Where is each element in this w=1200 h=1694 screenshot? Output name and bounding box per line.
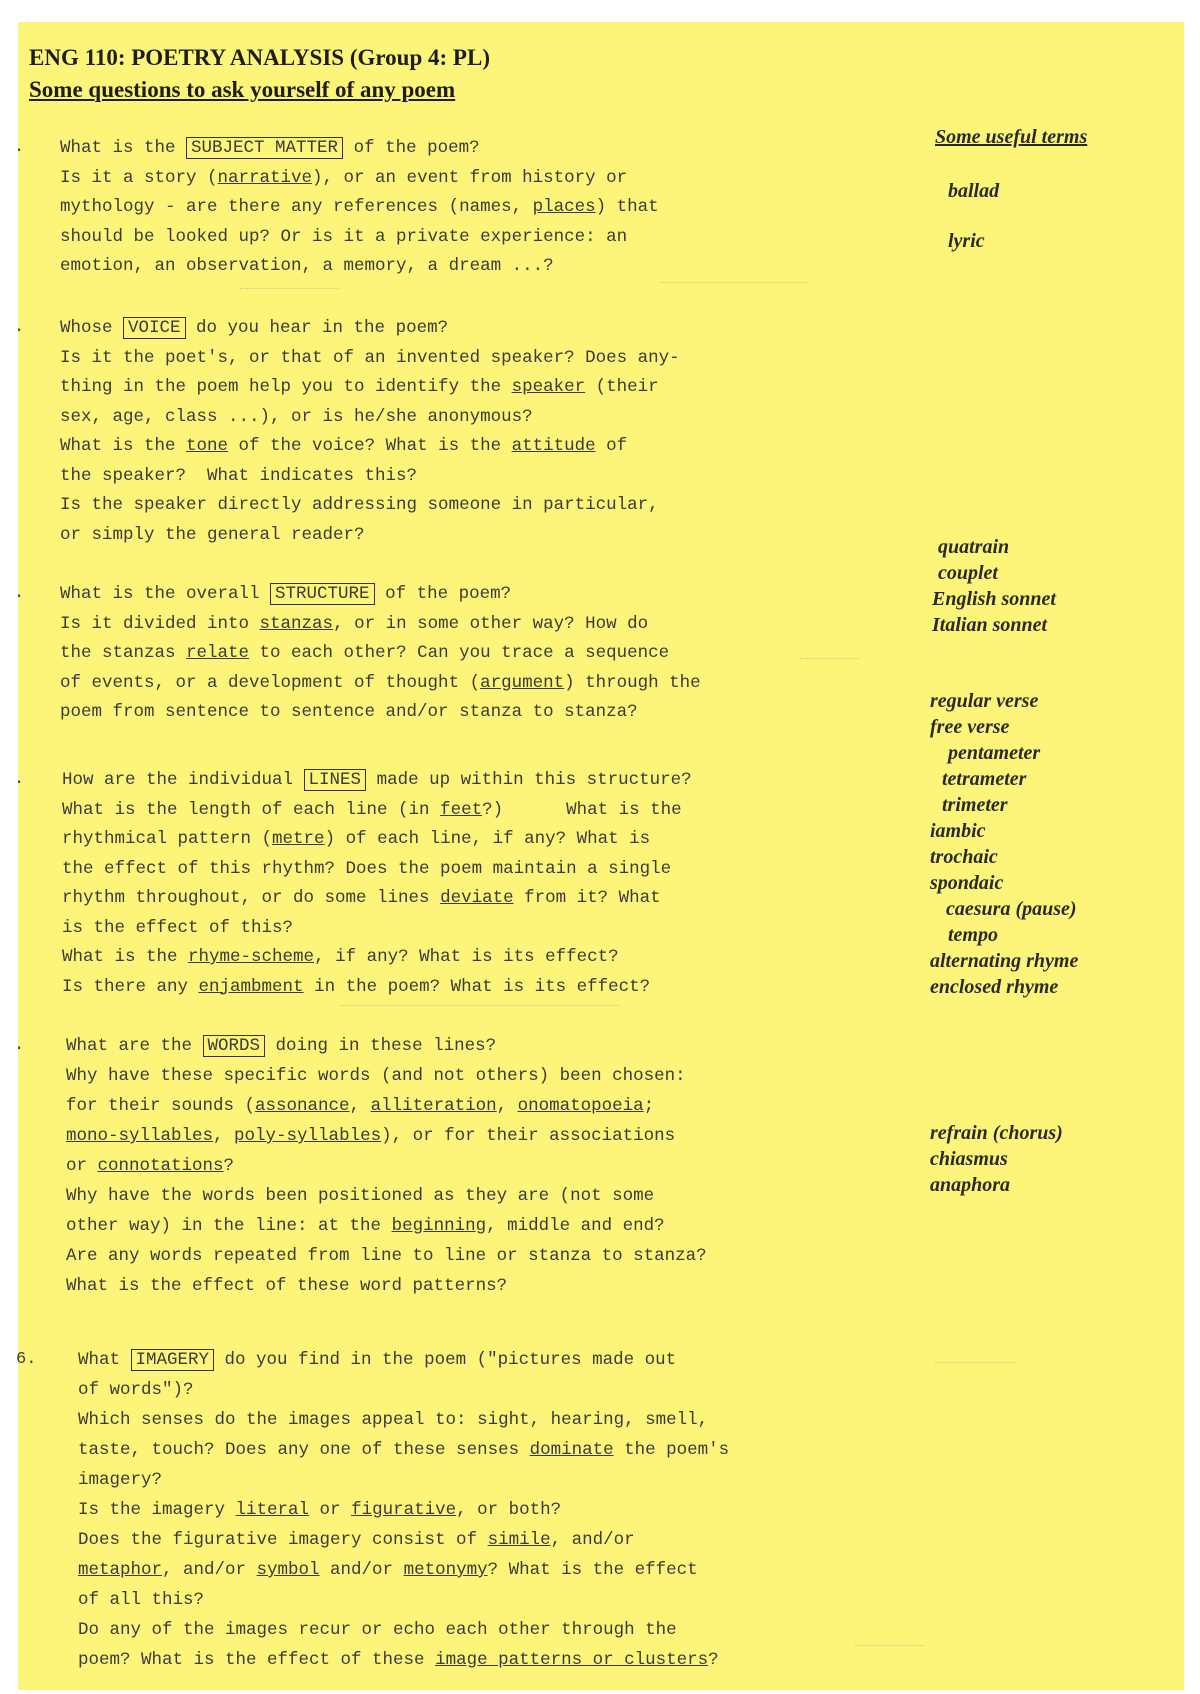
line-text: the stanzas xyxy=(60,643,187,663)
line-text: from it? What xyxy=(513,888,661,908)
question-bullet: . xyxy=(14,770,25,789)
document-title: ENG 110: POETRY ANALYSIS (Group 4: PL) xyxy=(29,45,490,70)
line-text: Is it a story ( xyxy=(60,167,218,188)
line-text: do you hear in the poem? xyxy=(185,318,449,338)
underlined-term: enjambment xyxy=(198,976,304,997)
line-text: or simply the general reader? xyxy=(60,524,365,545)
useful-term: enclosed rhyme xyxy=(930,976,1059,998)
line-text: Do any of the images recur or echo each other through the xyxy=(78,1620,677,1640)
line-text: , xyxy=(349,1096,371,1116)
line-text: , middle and end? xyxy=(486,1216,665,1236)
underlined-term: symbol xyxy=(256,1560,320,1580)
line-text: , and/or xyxy=(550,1530,635,1550)
underlined-term: metre xyxy=(272,829,325,849)
line-text: for their sounds ( xyxy=(66,1096,256,1116)
question-line xyxy=(60,138,480,158)
useful-term: alternating rhyme xyxy=(930,950,1079,972)
underlined-term: image patterns or clusters xyxy=(435,1650,709,1670)
question-line xyxy=(78,1410,708,1430)
question-line xyxy=(60,673,701,693)
question-bullet: . xyxy=(14,584,25,603)
useful-term: chiasmus xyxy=(930,1148,1008,1170)
question-line xyxy=(60,407,533,427)
question-bullet: . xyxy=(14,138,25,157)
question-line xyxy=(60,584,511,604)
useful-term: couplet xyxy=(938,562,998,584)
question-line xyxy=(62,770,692,790)
underlined-term: places xyxy=(532,197,596,217)
question-line xyxy=(60,227,627,247)
pencil-mark xyxy=(800,650,860,659)
underlined-term: connotations xyxy=(97,1156,224,1176)
question-line xyxy=(62,829,650,849)
underlined-term: simile xyxy=(487,1530,551,1550)
line-text: taste, touch? Does any one of these senses xyxy=(78,1440,530,1460)
useful-term: pentameter xyxy=(948,742,1041,764)
question-line xyxy=(62,947,619,967)
underlined-term: mono-syllables xyxy=(66,1126,214,1146)
useful-term: tempo xyxy=(948,924,998,946)
question-line xyxy=(60,348,680,368)
line-text: poem from sentence to sentence and/or stanza to stanza? xyxy=(60,702,638,722)
line-text: poem? What is the effect of these xyxy=(78,1650,436,1670)
question-line xyxy=(78,1620,677,1640)
line-text: , and/or xyxy=(162,1560,257,1580)
useful-term: iambic xyxy=(930,820,986,842)
line-text: Which senses do the images appeal to: sight, hearing, smell, xyxy=(78,1410,709,1430)
line-text: the effect of this rhythm? Does the poem maintain a single xyxy=(62,858,672,879)
question-line xyxy=(60,643,669,663)
line-text: rhythm throughout, or do some lines xyxy=(62,888,441,908)
underlined-term: feet xyxy=(440,799,483,820)
question-line xyxy=(62,888,661,908)
question-line xyxy=(60,318,448,338)
question-line xyxy=(60,495,659,515)
line-text: sex, age, class ...), or is he/she anonymous? xyxy=(60,406,533,427)
line-text: in the poem? What is its effect? xyxy=(303,976,651,997)
question-line xyxy=(66,1276,507,1296)
line-text: of the voice? What is the xyxy=(228,436,512,456)
document-subtitle: Some questions to ask yourself of any poem xyxy=(29,77,456,102)
line-text: to each other? Can you trace a sequence xyxy=(249,643,670,663)
useful-term: trimeter xyxy=(942,794,1008,816)
line-text: other way) in the line: at the xyxy=(66,1216,392,1236)
underlined-term: assonance xyxy=(255,1096,350,1116)
line-text: ? What is the effect xyxy=(487,1560,698,1580)
question-line xyxy=(66,1216,665,1236)
useful-term: trochaic xyxy=(930,846,998,868)
boxed-keyword: WORDS xyxy=(203,1035,266,1057)
question-line xyxy=(60,168,627,188)
question-line xyxy=(78,1500,561,1520)
pencil-mark xyxy=(340,995,620,1006)
line-text: or xyxy=(309,1500,352,1520)
line-text: What is the xyxy=(62,947,189,967)
question-line xyxy=(62,977,650,997)
line-text: imagery? xyxy=(78,1470,163,1490)
line-text: the speaker? What indicates this? xyxy=(60,465,418,486)
line-text: , if any? What is its effect? xyxy=(314,947,619,967)
underlined-term: beginning xyxy=(391,1216,487,1236)
line-text: of all this? xyxy=(78,1590,205,1610)
boxed-keyword: STRUCTURE xyxy=(270,583,375,605)
line-text: is the effect of this? xyxy=(62,917,294,938)
line-text: the poem's xyxy=(613,1440,730,1460)
boxed-keyword: LINES xyxy=(304,769,367,791)
question-line xyxy=(60,525,365,545)
question-line xyxy=(66,1246,707,1266)
useful-term: caesura (pause) xyxy=(946,898,1077,920)
line-text: of xyxy=(595,436,628,456)
question-line xyxy=(78,1470,162,1490)
line-text: Is it the poet's, or that of an invented speaker? Does any- xyxy=(60,347,680,368)
line-text: Is the imagery xyxy=(78,1500,236,1520)
underlined-term: stanzas xyxy=(259,613,334,634)
line-text: do you find in the poem ("pictures made out xyxy=(214,1350,677,1370)
underlined-term: narrative xyxy=(217,167,313,188)
useful-term: English sonnet xyxy=(932,588,1056,610)
boxed-keyword: VOICE xyxy=(123,317,186,339)
question-line xyxy=(78,1560,698,1580)
question-line xyxy=(66,1156,234,1176)
line-text: Why have the words been positioned as they are (not some xyxy=(66,1186,655,1206)
line-text: Are any words repeated from line to line or stanza to stanza? xyxy=(66,1246,707,1266)
question-line xyxy=(60,197,659,217)
line-text: What are the xyxy=(66,1036,203,1056)
line-text: What is the xyxy=(60,138,187,158)
useful-term: lyric xyxy=(948,230,985,252)
underlined-term: figurative xyxy=(351,1500,457,1520)
line-text: ) that xyxy=(595,197,659,217)
useful-term: regular verse xyxy=(930,690,1039,712)
useful-term: ballad xyxy=(948,180,1000,202)
line-text: ), or an event from history or xyxy=(312,167,628,188)
question-bullet: . xyxy=(14,1036,25,1055)
question-line xyxy=(60,614,648,634)
line-text: Is the speaker directly addressing someone in particular, xyxy=(60,495,659,515)
line-text: What is the length of each line (in xyxy=(62,799,441,820)
underlined-term: literal xyxy=(235,1500,310,1520)
question-bullet: 6. xyxy=(16,1350,37,1369)
line-text: of events, or a development of thought ( xyxy=(60,672,481,693)
question-line xyxy=(60,377,659,397)
line-text: ; xyxy=(643,1096,655,1116)
line-text: , or both? xyxy=(456,1500,562,1520)
underlined-term: alliteration xyxy=(370,1096,497,1116)
useful-term: anaphora xyxy=(930,1174,1011,1196)
question-line xyxy=(78,1380,194,1400)
line-text: and/or xyxy=(319,1560,404,1580)
line-text: of the poem? xyxy=(343,138,480,158)
question-line xyxy=(66,1066,686,1086)
line-text: doing in these lines? xyxy=(265,1036,497,1056)
question-line xyxy=(66,1036,496,1056)
line-text: should be looked up? Or is it a private experience: an xyxy=(60,226,628,247)
underlined-term: dominate xyxy=(529,1440,614,1460)
line-text: of words")? xyxy=(78,1380,194,1400)
question-line xyxy=(60,436,627,456)
question-line xyxy=(66,1186,654,1206)
underlined-term: metaphor xyxy=(78,1560,163,1580)
question-line xyxy=(78,1530,635,1550)
line-text: or xyxy=(66,1156,98,1176)
line-text: Is there any xyxy=(62,976,199,997)
pencil-mark xyxy=(240,280,340,289)
line-text: ), or for their associations xyxy=(381,1126,676,1146)
underlined-term: argument xyxy=(480,672,565,693)
line-text: What xyxy=(78,1350,131,1370)
line-text: , xyxy=(496,1096,518,1116)
useful-term: refrain (chorus) xyxy=(930,1122,1063,1144)
useful-term: Italian sonnet xyxy=(932,614,1048,636)
boxed-keyword: IMAGERY xyxy=(131,1349,215,1371)
underlined-term: speaker xyxy=(511,377,586,397)
line-text: How are the individual xyxy=(62,770,304,790)
underlined-term: rhyme-scheme xyxy=(188,947,315,967)
line-text: made up within this structure? xyxy=(366,770,692,790)
underlined-term: poly-syllables xyxy=(234,1126,382,1146)
line-text: Is it divided into xyxy=(60,613,260,634)
underlined-term: onomatopoeia xyxy=(517,1096,644,1116)
underlined-term: attitude xyxy=(511,436,596,456)
line-text: thing in the poem help you to identify the xyxy=(60,377,512,397)
question-line xyxy=(60,702,638,722)
question-line xyxy=(78,1440,729,1460)
useful-term: quatrain xyxy=(938,536,1010,558)
question-line xyxy=(60,466,417,486)
underlined-term: tone xyxy=(186,436,229,456)
underlined-term: metonymy xyxy=(403,1560,488,1580)
pencil-mark xyxy=(855,1635,925,1646)
line-text: Does the figurative imagery consist of xyxy=(78,1530,488,1550)
question-line xyxy=(66,1126,675,1146)
question-line xyxy=(78,1350,676,1370)
line-text: ? xyxy=(223,1156,235,1176)
question-line xyxy=(78,1650,719,1670)
question-bullet: . xyxy=(14,318,25,337)
line-text: What is the xyxy=(60,436,187,456)
line-text: What is the overall xyxy=(60,584,271,604)
line-text: ? xyxy=(708,1650,719,1670)
line-text: of the poem? xyxy=(374,584,512,604)
line-text: rhythmical pattern ( xyxy=(62,829,273,849)
question-line xyxy=(78,1590,204,1610)
line-text: (their xyxy=(585,377,659,397)
pencil-mark xyxy=(935,1350,1015,1363)
terms-heading: Some useful terms xyxy=(935,126,1088,148)
line-text: Why have these specific words (and not others) been chosen: xyxy=(66,1066,686,1086)
underlined-term: deviate xyxy=(440,888,514,908)
useful-term: spondaic xyxy=(930,872,1004,894)
useful-term: tetrameter xyxy=(942,768,1027,790)
line-text: What is the effect of these word patterns? xyxy=(66,1276,508,1296)
boxed-keyword: SUBJECT MATTER xyxy=(186,137,343,159)
line-text: emotion, an observation, a memory, a dream ...? xyxy=(60,256,554,276)
line-text: ?) What is the xyxy=(482,799,682,820)
line-text: ) of each line, if any? What is xyxy=(324,829,651,849)
line-text: , or in some other way? How do xyxy=(333,613,649,634)
underlined-term: relate xyxy=(186,643,250,663)
question-line xyxy=(62,800,682,820)
useful-term: free verse xyxy=(930,716,1010,738)
question-line xyxy=(62,918,293,938)
line-text: mythology - are there any references (names, xyxy=(60,197,533,217)
pencil-mark xyxy=(660,262,810,283)
line-text: , xyxy=(213,1126,235,1146)
line-text: Whose xyxy=(60,318,124,338)
line-text: ) through the xyxy=(564,672,701,693)
question-line xyxy=(66,1096,654,1116)
question-line xyxy=(60,256,554,276)
question-line xyxy=(62,859,671,879)
